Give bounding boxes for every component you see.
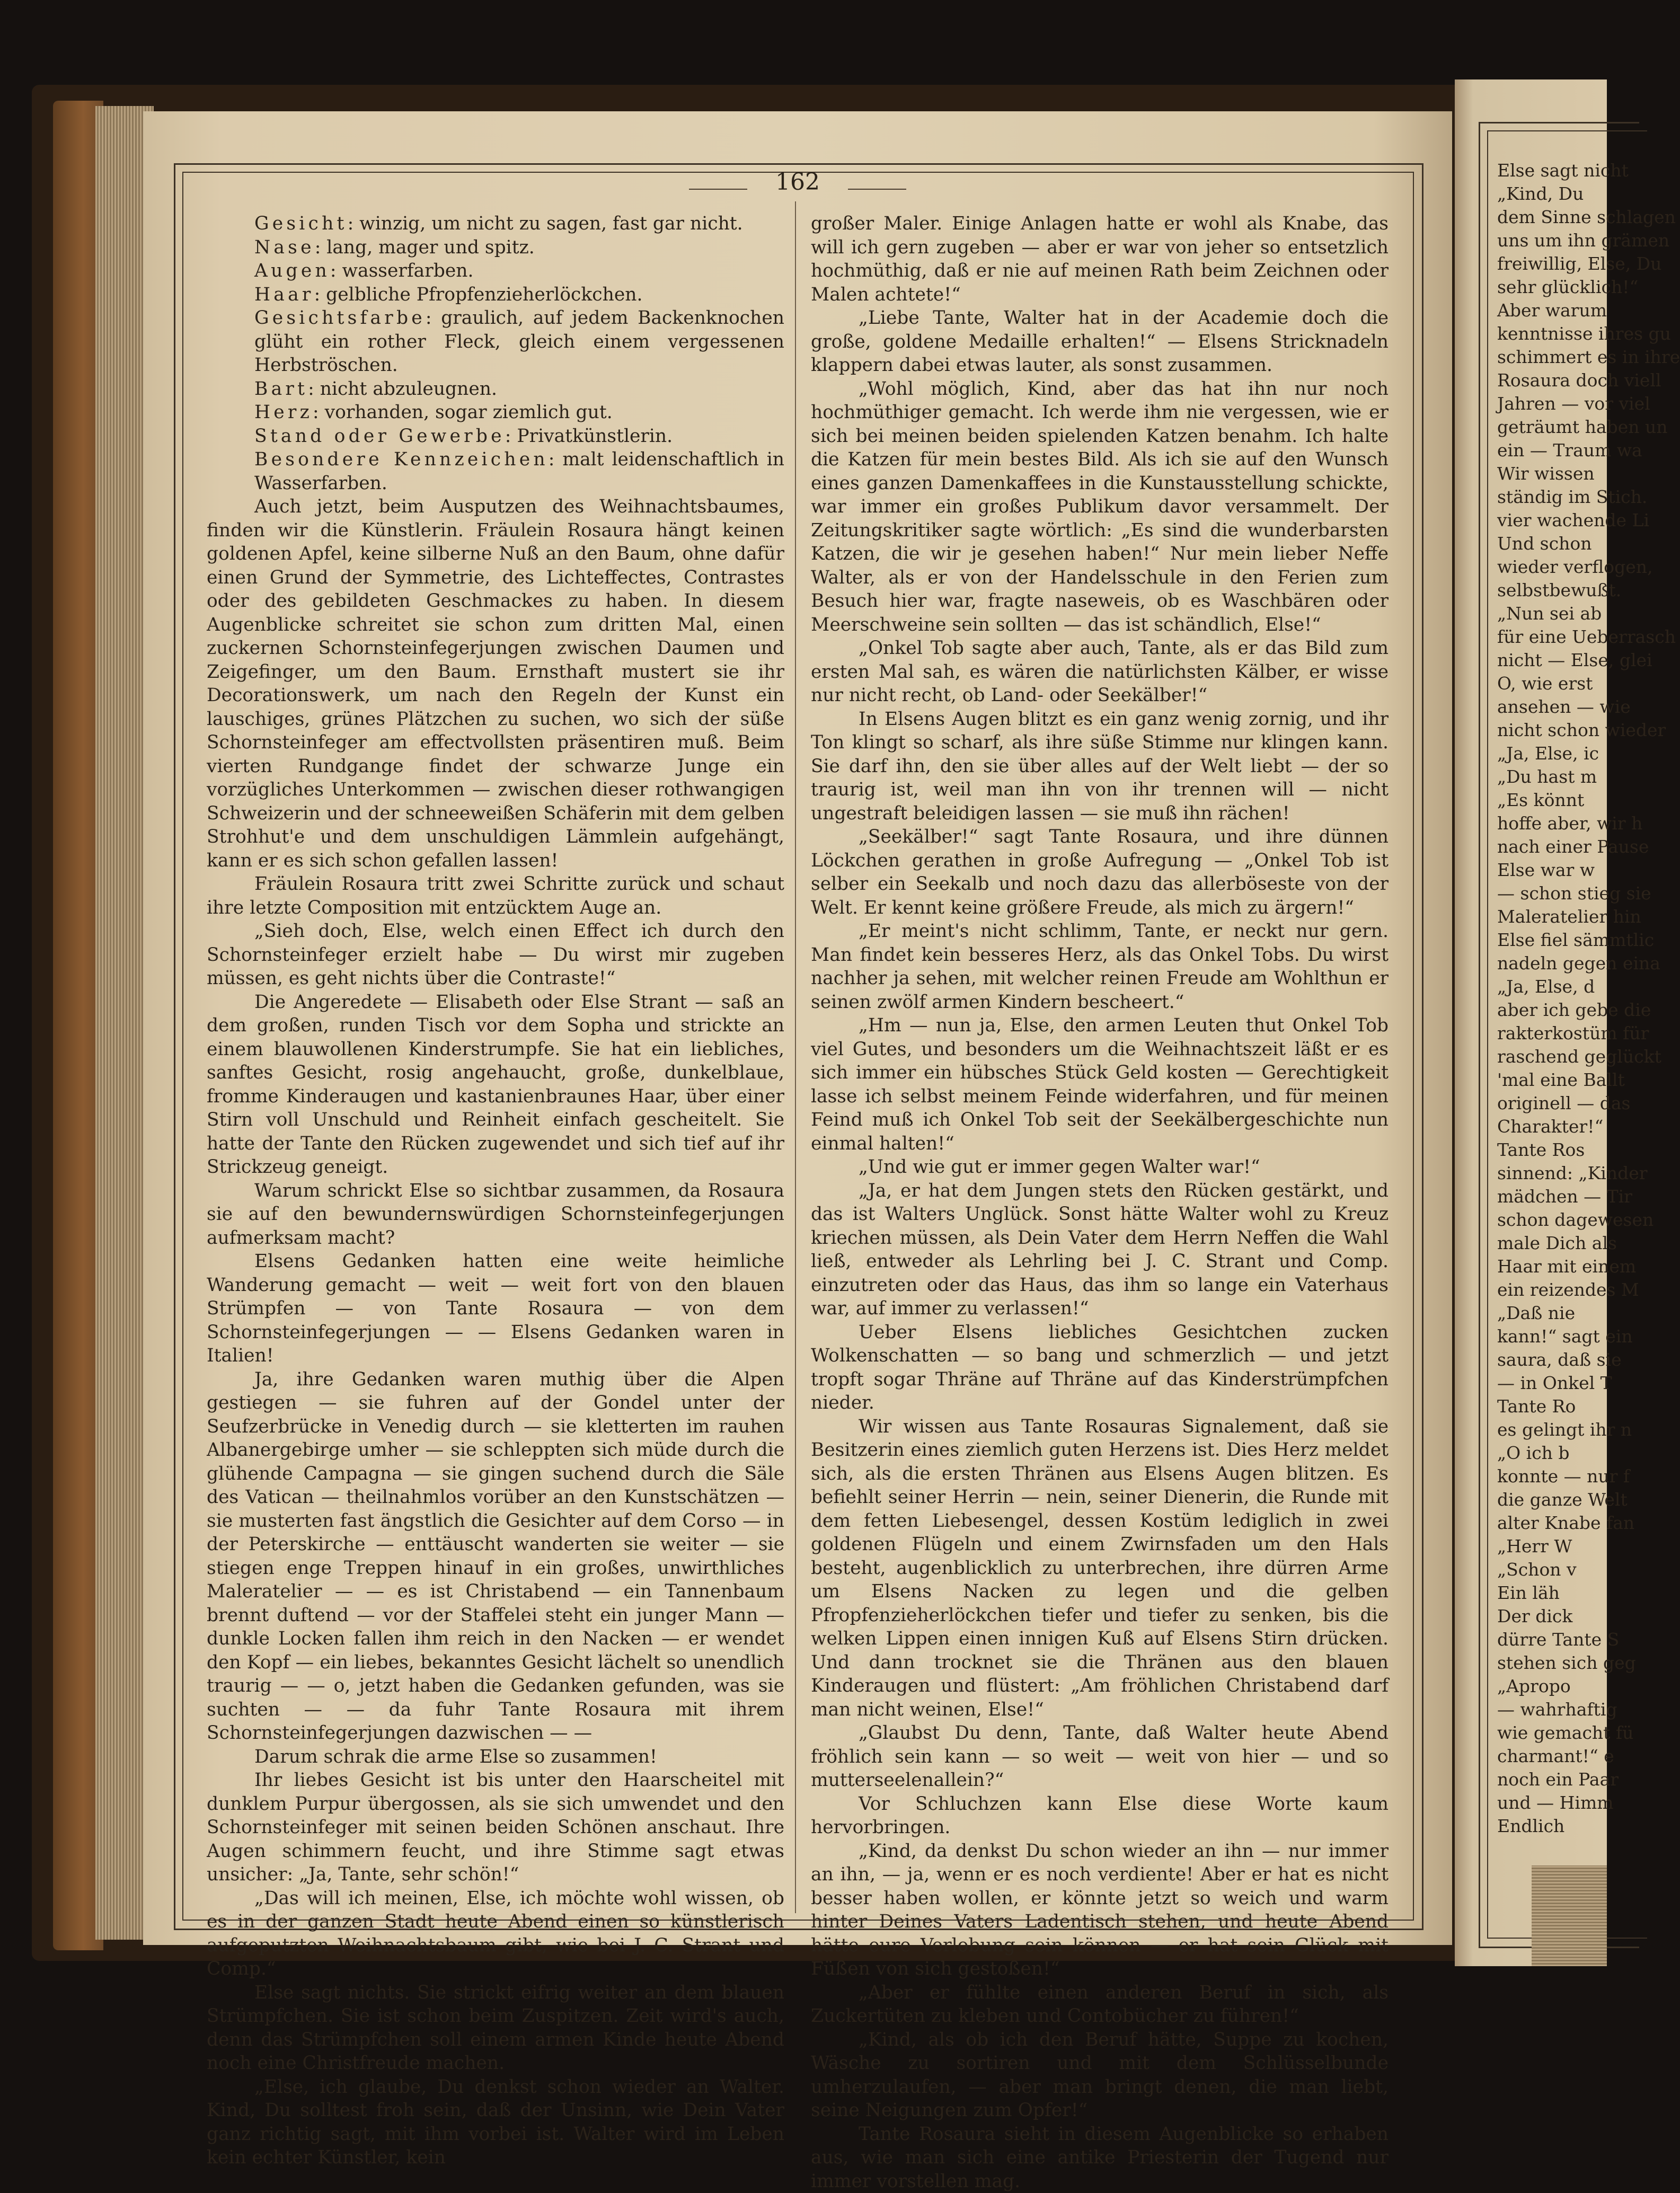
paragraph: [811, 1792, 1389, 1840]
paragraph: [811, 377, 1389, 637]
paragraph: [811, 1840, 1389, 1981]
neighbor-page-edges: [1532, 1865, 1607, 1966]
neighbor-line: ansehen — wie: [1497, 695, 1614, 719]
paragraph-text: Fräulein Rosaura tritt zwei Schritte zurück und schaut ihre letzte Composition mit entzücktem Auge an.: [207, 873, 784, 918]
paragraph-text: „Ja, er hat dem Jungen stets den Rücken gestärkt, und das ist Walters Unglück. Sonst hätte Walter wohl zu Kreuz kriechen müssen, als Dein Vater dem Herrn Neffen die Wahl ließ, entweder als Lehrling bei J. C. Strant und Comp. einzutreten oder das Haus, das ihm so lange ein Vaterhaus war, auf immer zu verlassen!“: [811, 1180, 1389, 1320]
paragraph-text: : lang, mager und spitz.: [315, 237, 535, 258]
paragraph: [207, 236, 784, 260]
neighbor-line: Jahren — vor viel: [1497, 392, 1614, 415]
neighbor-line: O, wie erst: [1497, 672, 1614, 695]
paragraph: [207, 1887, 784, 1981]
neighbor-line: geträumt haben un: [1497, 415, 1614, 439]
neighbor-line: — in Onkel T: [1497, 1372, 1614, 1395]
paragraph-text: „Glaubst Du denn, Tante, daß Walter heute Abend fröhlich sein kann — so weit — weit von hier — und so mutterseelenallein?“: [811, 1722, 1389, 1791]
right-text-column: [811, 212, 1389, 2193]
signalement-label: Haar: [254, 284, 314, 305]
neighbor-line: dem Sinne schlagen: [1497, 206, 1614, 229]
paragraph-text: Ihr liebes Gesicht ist bis unter den Haarscheitel mit dunklem Purpur übergossen, als sie sich umwendet und den Schornsteinfeger mit seinen beiden Schönen anschaut. Ihre Augen schimmern feucht, und ihre Stimme sagt etwas unsicher: „Ja, Tante, sehr schön!“: [207, 1770, 784, 1885]
neighbor-line: Else war w: [1497, 859, 1614, 882]
paragraph-text: Ueber Elsens liebliches Gesichtchen zucken Wolkenschatten — so bang und schmerzlich — und jetzt tropft sogar Thräne auf Thräne auf das Kinderstrümpfchen nieder.: [811, 1322, 1389, 1414]
neighbor-line: es gelingt ihr n: [1497, 1418, 1614, 1442]
paragraph-text: : vorhanden, sogar ziemlich gut.: [313, 402, 613, 423]
neighbor-line: nicht schon wieder: [1497, 719, 1614, 742]
neighbor-line: Endlich: [1497, 1815, 1614, 1838]
neighbor-line: — schon stieg sie: [1497, 882, 1614, 905]
paragraph: [811, 1014, 1389, 1155]
neighbor-line: Ein läh: [1497, 1581, 1614, 1605]
paragraph: [207, 1179, 784, 1250]
neighbor-line: nadeln gegen eina: [1497, 952, 1614, 975]
paragraph: [811, 212, 1389, 306]
neighbor-line: uns um ihn grämen: [1497, 229, 1614, 252]
neighbor-line: nach einer Pause: [1497, 835, 1614, 859]
neighbor-line: kenntnisse ihres gu: [1497, 322, 1614, 346]
paragraph: [207, 2075, 784, 2170]
paragraph-text: : malt leidenschaftlich in Wasserfarben.: [254, 449, 784, 494]
neighbor-line: die ganze Welt: [1497, 1488, 1614, 1511]
paragraph: [207, 1368, 784, 1745]
neighbor-line: male Dich als: [1497, 1232, 1614, 1255]
neighbor-line: originell — das: [1497, 1092, 1614, 1115]
paragraph: [811, 1981, 1389, 2028]
paragraph-text: : gelbliche Pfropfenzieherlöckchen.: [314, 284, 643, 305]
paragraph-text: : wasserfarben.: [330, 260, 474, 281]
paragraph-text: „Seekälber!“ sagt Tante Rosaura, und ihre dünnen Löckchen gerathen in große Aufregung — „Onkel Tob ist selber ein Seekalb und noch dazu das allerböseste von der Welt. Er kennt keine größere Freude, als mich zu ärgern!“: [811, 826, 1389, 918]
paragraph: [207, 1981, 784, 2075]
neighbor-line: sinnend: „Kinder: [1497, 1162, 1614, 1185]
paragraph-text: großer Maler. Einige Anlagen hatte er wohl als Knabe, das will ich gern zugeben — aber er war von jeher so entsetzlich hochmüthig, daß er nie auf meinen Rath beim Zeichnen oder Malen achtete!“: [811, 213, 1389, 305]
paragraph-text: „Wohl möglich, Kind, aber das hat ihn nur noch hochmüthiger gemacht. Ich werde ihm nie vergessen, wie er sich bei meinen beiden spielenden Katzen benahm. Ich halte die Katzen für mein bestes Bild. Als ich sie auf den Wunsch eines ganzen Damenkaffees in die Kunstausstellung schickte, war immer ein großes Publikum davor versammelt. Der Zeitungskritiker sagte wörtlich: „Es sind die wunderbarsten Katzen, die wir je gesehen haben!“ Nur mein lieber Neffe Walter, als er von der Handelsschule in den Ferien zum Besuch hier war, fragte naseweis, ob es Waschbären oder Meerschweine sein sollten — das ist schändlich, Else!“: [811, 378, 1389, 635]
neighbor-line: alter Knabe fan: [1497, 1511, 1614, 1535]
neighbor-line: Tante Ro: [1497, 1395, 1614, 1418]
paragraph-text: : Privatkünstlerin.: [505, 426, 673, 447]
paragraph: [207, 212, 784, 236]
neighbor-line: wieder verflogen,: [1497, 555, 1614, 579]
paragraph-text: : graulich, auf jedem Backenknochen glüht ein rother Fleck, gleich einem vergessenen Herbströschen.: [254, 307, 784, 376]
neighbor-line: „Apropo: [1497, 1675, 1614, 1698]
paragraph: [207, 1250, 784, 1368]
paragraph: [811, 1179, 1389, 1321]
neighbor-line: „Du hast m: [1497, 765, 1614, 789]
paragraph-text: „Und wie gut er immer gegen Walter war!“: [859, 1156, 1260, 1178]
neighbor-line: charmant!“ e: [1497, 1745, 1614, 1768]
neighbor-line: raschend geglückt: [1497, 1045, 1614, 1068]
neighbor-line: 'mal eine Ballt: [1497, 1068, 1614, 1092]
neighbor-line: aber ich gebe die: [1497, 998, 1614, 1022]
neighbor-line: Und schon: [1497, 532, 1614, 555]
paragraph: [207, 425, 784, 448]
neighbor-line: noch ein Paar: [1497, 1768, 1614, 1791]
paragraph: [207, 448, 784, 495]
paragraph: [207, 872, 784, 919]
neighbor-line: Der dick: [1497, 1605, 1614, 1628]
paragraph-text: „Sieh doch, Else, welch einen Effect ich durch den Schornsteinfeger erzielt habe — Du wirst mir zugeben müssen, es geht nichts über die Contraste!“: [207, 921, 784, 989]
paragraph-text: „Das will ich meinen, Else, ich möchte wohl wissen, ob es in der ganzen Stadt heute Abend einen so künstlerisch aufgeputzten Weihnachtsbaum gibt, wie bei J. C. Strant und Comp.“: [207, 1888, 784, 1980]
paragraph-text: „Er meint's nicht schlimm, Tante, er neckt nur gern. Man findet kein besseres Herz, als das Onkel Tobs. Du wirst nachher ja sehen, mit welcher reinen Freude am Wohlthun er seinen zwölf armen Kindern bescheert.“: [811, 921, 1389, 1013]
paragraph-text: Warum schrickt Else so sichtbar zusammen, da Rosaura sie auf den bewundernswürdigen Schornsteinfegerjungen aufmerksam macht?: [207, 1180, 784, 1249]
signalement-label: Nase: [254, 237, 315, 258]
neighbor-page-text: [1497, 159, 1614, 1838]
paragraph-text: „Kind, da denkst Du schon wieder an ihn — nur immer an ihn, — ja, wenn er es noch verdiente! Aber er hat es nicht besser haben wollen, er könnte jetzt so weich und warm hinter Deines Vaters Ladentisch stehen, und heute Abend hätte eure Verlobung sein können — er hat sein Glück mit Füßen von sich gestoßen!“: [811, 1841, 1389, 1980]
neighbor-line: „Ja, Else, ic: [1497, 742, 1614, 765]
paragraph: [207, 991, 784, 1179]
paragraph: [207, 401, 784, 425]
neighbor-line: schon dagewesen: [1497, 1208, 1614, 1232]
signalement-label: Gesicht: [254, 213, 348, 234]
paragraph: [811, 1321, 1389, 1415]
paragraph: [811, 1721, 1389, 1792]
paragraph: [811, 919, 1389, 1014]
neighbor-line: „Es könnt: [1497, 789, 1614, 812]
neighbor-line: „Ja, Else, d: [1497, 975, 1614, 998]
neighbor-line: „Schon v: [1497, 1558, 1614, 1581]
neighbor-line: Else fiel sämmtlic: [1497, 929, 1614, 952]
neighbor-line: — wahrhaftig: [1497, 1698, 1614, 1721]
paragraph: [811, 306, 1389, 377]
paragraph: [811, 2123, 1389, 2193]
paragraph: [207, 283, 784, 307]
paragraph: [811, 636, 1389, 708]
signalement-label: Bart: [254, 378, 308, 400]
neighbor-line: ständig im Stich.: [1497, 485, 1614, 509]
neighbor-line: und — Himm: [1497, 1791, 1614, 1815]
paragraph-text: In Elsens Augen blitzt es ein ganz wenig zornig, und ihr Ton klingt so scharf, als ihre süße Stimme nur klingen kann. Sie darf ihn, den sie über alles auf der Welt liebt — der so traurig ist, weil man ihn von ihr trennen will — nicht ungestraft beleidigen lassen — sie muß ihn rächen!: [811, 709, 1389, 824]
signalement-label: Gesichtsfarbe: [254, 307, 426, 329]
neighbor-line: „Daß nie: [1497, 1302, 1614, 1325]
paragraph: [811, 825, 1389, 919]
left-text-column: [207, 212, 784, 2170]
signalement-label: Augen: [254, 260, 330, 281]
neighbor-line: hoffe aber, wir h: [1497, 812, 1614, 835]
neighbor-line: kann!“ sagt ein: [1497, 1325, 1614, 1348]
paragraph-text: : winzig, um nicht zu sagen, fast gar nicht.: [348, 213, 743, 234]
neighbor-line: Charakter!“: [1497, 1115, 1614, 1138]
neighbor-line: freiwillig, Else, Du: [1497, 252, 1614, 276]
neighbor-line: Tante Ros: [1497, 1138, 1614, 1162]
header-rule-right: [848, 189, 906, 190]
paragraph: [207, 1745, 784, 1769]
neighbor-line: wie gemacht fü: [1497, 1721, 1614, 1745]
neighbor-line: für eine Ueberrasch: [1497, 625, 1614, 649]
paragraph-text: „Aber er fühlte einen anderen Beruf in sich, als Zuckertüten zu kleben und Contobücher zu führen!“: [811, 1982, 1389, 2027]
header-rule-left: [689, 189, 747, 190]
neighbor-line: sehr glücklich!“: [1497, 276, 1614, 299]
neighbor-line: saura, daß sie: [1497, 1348, 1614, 1372]
paragraph-text: „Liebe Tante, Walter hat in der Academie doch die große, goldene Medaille erhalten!“ — Elsens Stricknadeln klappern dabei etwas lauter, als sonst zusammen.: [811, 307, 1389, 376]
neighbor-line: Wir wissen: [1497, 462, 1614, 485]
neighbor-line: Rosaura doch viell: [1497, 369, 1614, 392]
neighbor-line: Maleratelier hin: [1497, 905, 1614, 929]
neighbor-line: „Nun sei ab: [1497, 602, 1614, 625]
neighbor-line: Haar mit einem: [1497, 1255, 1614, 1278]
neighbor-line: ein reizendes M: [1497, 1278, 1614, 1302]
signalement-label: Besondere Kennzeichen: [254, 449, 549, 470]
neighbor-line: „Herr W: [1497, 1535, 1614, 1558]
page-number: 162: [753, 169, 843, 196]
paragraph: [811, 2028, 1389, 2123]
column-divider: [795, 201, 796, 1913]
neighbor-line: Else sagt nicht: [1497, 159, 1614, 182]
neighbor-line: nicht — Else, glei: [1497, 649, 1614, 672]
neighbor-line: „O ich b: [1497, 1442, 1614, 1465]
neighbor-line: schimmert es in ihre: [1497, 346, 1614, 369]
paragraph-text: Ja, ihre Gedanken waren muthig über die Alpen gestiegen — sie fuhren auf der Gondel unter der Seufzerbrücke in Venedig durch — sie kletterten im rauhen Albanergebirge umher — sie schleppten sich müde durch die glühende Campagna — sie gingen suchend durch die Säle des Vatican — theilnahmlos vorüber an den Kunstschätzen — sie musterten fast ängstlich die Gesichter auf dem Corso — in der Peterskirche — enttäuscht wanderten sie weiter — sie stiegen enge Treppen hinauf in ein großes, unwirthliches Maleratelier — — es ist Christabend — ein Tannenbaum brennt duftend — vor der Staffelei steht ein junger Mann — dunkle Locken fallen ihm reich in den Nacken — er wendet den Kopf — ein liebes, bekanntes Gesicht lächelt so unendlich traurig — — o, jetzt haben die Gedanken gefunden, was sie suchten — — da fuhr Tante Rosaura mit ihrem Schornsteinfegerjungen dazwischen — —: [207, 1369, 784, 1744]
paragraph: [207, 1768, 784, 1887]
paragraph-text: Auch jetzt, beim Ausputzen des Weihnachtsbaumes, finden wir die Künstlerin. Fräulein Rosaura hängt keinen goldenen Apfel, keine silberne Nuß an den Baum, ohne dafür einen Grund der Symmetrie, des Lichteffectes, Contrastes oder des gebildeten Geschmackes zu haben. In diesem Augenblicke schreitet sie schon zum dritten Mal, einen zuckernen Schornsteinfegerjungen zwischen Daumen und Zeigefinger, um den Baum. Ernsthaft mustert sie ihr Decorationswerk, um nach den Regeln der Kunst ein lauschiges, grünes Plätzchen zu suchen, wo sich der süße Schornsteinfeger am effectvollsten präsentiren muß. Beim vierten Rundgange findet der schwarze Junge ein vorzügliches Unterkommen — zwischen dieser rothwangigen Schweizerin und der schneeweißen Schäferin mit dem gelben Strohhut'e und dem unschuldigen Lämmlein aufgehängt, kann er es sich schon gefallen lassen!: [207, 496, 784, 871]
paragraph-text: „Kind, als ob ich den Beruf hätte, Suppe zu kochen, Wäsche zu sortiren und mit dem Schlüsselbunde umherzulaufen, — aber man bringt denen, die man liebt, seine Neigungen zum Opfer!“: [811, 2029, 1389, 2121]
paragraph-text: „Else, ich glaube, Du denkst schon wieder an Walter. Kind, Du solltest froh sein, daß der Unsinn, wie Dein Vater ganz richtig sagt, mit ihm vorbei ist. Walter wird im Leben kein echter Künstler, kein: [207, 2076, 784, 2169]
neighbor-line: mädchen — Tir: [1497, 1185, 1614, 1208]
paragraph-text: Tante Rosaura sieht in diesem Augenblicke so erhaben aus, wie man sich eine antike Priesterin der Tugend nur immer vorstellen mag.: [811, 2124, 1389, 2192]
neighbor-line: Aber warum: [1497, 299, 1614, 322]
paragraph-text: „Hm — nun ja, Else, den armen Leuten thut Onkel Tob viel Gutes, und besonders um die Weihnachtszeit läßt er es sich immer ein hübsches Stück Geld kosten — Gerechtigkeit lasse ich selbst meinem Feinde widerfahren, und für meinen Feind muß ich Onkel Tob seit der Seekälbergeschichte nun einmal halten!“: [811, 1015, 1389, 1154]
paragraph: [207, 306, 784, 377]
paragraph-text: Wir wissen aus Tante Rosauras Signalement, daß sie Besitzerin eines ziemlich guten Herzens ist. Dies Herz meldet sich, als die ersten Thränen aus Elsens Augen blitzen. Es befiehlt seiner Herrin — nein, seiner Dienerin, die Runde mit dem fetten Liebesengel, dessen Kostüm lediglich in zwei goldenen Flügeln und einem Zwirnsfaden um den Hals besteht, augenblicklich zu unterbrechen, ihre dürren Arme um Elsens Nacken zu legen und die gelben Pfropfenzieherlöckchen tiefer und tiefer zu senken, bis die welken Lippen einen innigen Kuß auf Elsens Stirn drücken. Und dann trocknet sie die Thränen aus den blauen Kinderaugen und flüstert: „Am fröhlichen Christabend darf man nicht weinen, Else!“: [811, 1416, 1389, 1720]
neighbor-line: stehen sich geg: [1497, 1651, 1614, 1675]
paragraph: [811, 708, 1389, 826]
neighbor-line: „Kind, Du: [1497, 182, 1614, 206]
neighbor-line: ein — Traum wa: [1497, 439, 1614, 462]
paragraph: [207, 259, 784, 283]
paragraph: [207, 919, 784, 991]
signalement-label: Herz: [254, 402, 313, 423]
paragraph: [811, 1155, 1389, 1179]
neighbor-line: rakterkostüm für: [1497, 1022, 1614, 1045]
paragraph-text: Darum schrak die arme Else so zusammen!: [254, 1746, 657, 1767]
paragraph-text: Elsens Gedanken hatten eine weite heimliche Wanderung gemacht — weit — weit fort von den blauen Strümpfen — von Tante Rosaura — von dem Schornsteinfegerjungen — — Elsens Gedanken waren in Italien!: [207, 1251, 784, 1366]
neighbor-line: konnte — nur f: [1497, 1465, 1614, 1488]
neighbor-line: selbstbewußt.: [1497, 579, 1614, 602]
signalement-label: Stand oder Gewerbe: [254, 426, 505, 447]
paragraph-text: „Onkel Tob sagte aber auch, Tante, als er das Bild zum ersten Mal sah, es wären die natürlichsten Kälber, er wisse nur nicht recht, ob Land- oder Seekälber!“: [811, 638, 1389, 706]
paragraph-text: Vor Schluchzen kann Else diese Worte kaum hervorbringen.: [811, 1793, 1389, 1838]
paragraph-text: Else sagt nichts. Sie strickt eifrig weiter an dem blauen Strümpfchen. Sie ist schon beim Zuspitzen. Zeit wird's auch, denn das Strümpfchen soll einem armen Kinde heute Abend noch eine Christfreude machen.: [207, 1982, 784, 2074]
paragraph: [811, 1415, 1389, 1722]
paragraph-text: Die Angeredete — Elisabeth oder Else Strant — saß an dem großen, runden Tisch vor dem Sopha und strickte an einem blauwollenen Kinderstrumpfe. Sie hat ein liebliches, sanftes Gesicht, rosig angehaucht, große, dunkelblaue, fromme Kinderaugen und kastanienbraunes Haar, über einer Stirn voll Unschuld und Reinheit einfach gescheitelt. Sie hatte der Tante den Rücken zugewendet und sich tief auf ihr Strickzeug geneigt.: [207, 992, 784, 1178]
neighbor-line: vier wachende Li: [1497, 509, 1614, 532]
neighbor-line: dürre Tante S: [1497, 1628, 1614, 1651]
paragraph-text: : nicht abzuleugnen.: [308, 378, 497, 400]
paragraph: [207, 495, 784, 872]
paragraph: [207, 377, 784, 401]
